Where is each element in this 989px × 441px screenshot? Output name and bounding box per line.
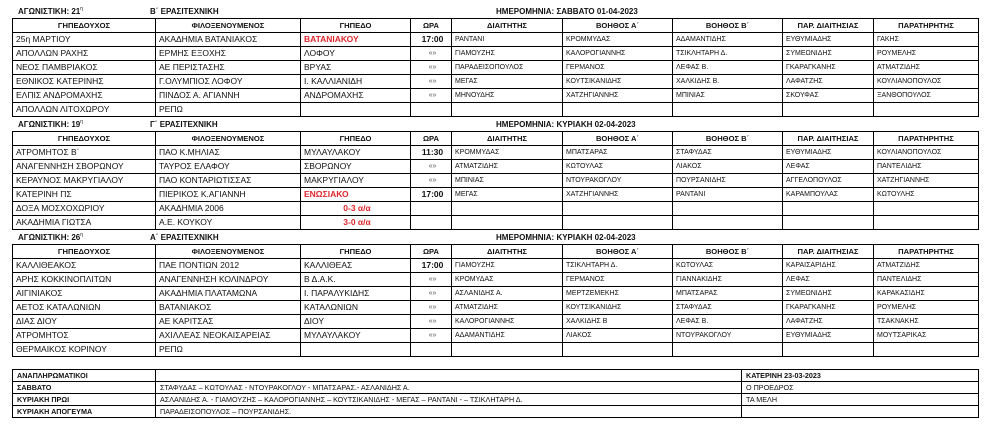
home-team-cell: ΝΕΟΣ ΠΑΜΒΡΙΑΚΟΣ: [13, 61, 156, 75]
away-team-cell: ΑΝΑΓΕΝΝΗΣΗ ΚΟΛΙΝΔΡΟΥ: [156, 273, 301, 287]
substitute-names: ΠΑΡΑΔΕΙΣΟΠΟΥΛΟΣ – ΠΟΥΡΣΑΝΙΔΗΣ.: [156, 406, 742, 418]
referee-observer-cell: [783, 202, 874, 216]
referee-observer-cell: ΛΑΦΑΤΖΗΣ: [783, 75, 874, 89]
venue-cell: Ι. ΠΑΡΑΛΥΚΙΔΗΣ: [301, 287, 411, 301]
assistant-2-cell: ΜΠΙΝΙΑΣ: [673, 89, 783, 103]
assistant-1-cell: [563, 103, 673, 117]
assistant-1-cell: ΚΟΥΤΣΙΚΑΝΙΔΗΣ: [563, 301, 673, 315]
assistant-1-cell: [563, 343, 673, 357]
venue-cell: [301, 103, 411, 117]
time-cell: «»: [411, 301, 452, 315]
assistant-1-cell: ΓΕΡΜΑΝΟΣ: [563, 61, 673, 75]
observer-cell: [874, 216, 979, 230]
fixture-section: [12, 5, 978, 117]
observer-cell: ΚΩΤΟΥΛΗΣ: [874, 188, 979, 202]
observer-cell: ΑΤΜΑΤΖΙΔΗΣ: [874, 259, 979, 273]
column-header-time: ΩΡΑ: [411, 245, 452, 259]
day-label: ΣΑΒΒΑΤΟ: [13, 382, 156, 394]
home-team-cell: ΕΘΝΙΚΟΣ ΚΑΤΕΡΙΝΗΣ: [13, 75, 156, 89]
venue-cell: ΚΑΤΑΛΩΝΙΩΝ: [301, 301, 411, 315]
away-team-cell: ΑΕ ΚΑΡΙΤΣΑΣ: [156, 315, 301, 329]
day-label: ΚΥΡΙΑΚΗ ΑΠΟΓΕΥΜΑ: [13, 406, 156, 418]
home-team-cell: ΑΤΡΟΜΗΤΟΣ Β΄: [13, 146, 156, 160]
match-date: ΗΜΕΡΟΜΗΝΙΑ: ΚΥΡΙΑΚΗ 02-04-2023: [496, 120, 636, 129]
assistant-1-cell: ΜΠΑΤΣΑΡΑΣ: [563, 146, 673, 160]
division-title: Γ΄ ΕΡΑΣΙΤΕΧΝΙΚΗ: [150, 120, 218, 129]
signature-cell: [742, 406, 979, 418]
substitutes-row: [13, 370, 979, 382]
fixtures-table: [12, 244, 979, 357]
signature-cell: ΤΑ ΜΕΛΗ: [742, 394, 979, 406]
assistant-1-cell: ΓΕΡΜΑΝΟΣ: [563, 273, 673, 287]
round-number: ΑΓΩΝΙΣΤΙΚΗ: 21: [18, 7, 81, 16]
referee-observer-cell: ΣΥΜΕΩΝΙΔΗΣ: [783, 47, 874, 61]
assistant-2-cell: ΝΤΟΥΡΑΚΟΓΛΟΥ: [673, 329, 783, 343]
round-number: ΑΓΩΝΙΣΤΙΚΗ: 19: [18, 120, 81, 129]
away-team-cell: ΡΕΠΩ: [156, 103, 301, 117]
venue-cell: ΑΝΔΡΟΜΑΧΗΣ: [301, 89, 411, 103]
assistant-2-cell: [673, 103, 783, 117]
assistant-1-cell: ΤΣΙΚΛΗΤΑΡΗ Δ.: [563, 259, 673, 273]
observer-cell: ΡΟΥΜΕΛΗΣ: [874, 301, 979, 315]
fixture-section: [12, 231, 978, 357]
round-ordinal: η: [80, 119, 84, 125]
away-team-cell: ΑΧΙΛΛΕΑΣ ΝΕΟΚΑΙΣΑΡΕΙΑΣ: [156, 329, 301, 343]
away-team-cell: Α.Ε. ΚΟΥΚΟΥ: [156, 216, 301, 230]
away-team-cell: ΑΚΑΔΗΜΙΑ 2006: [156, 202, 301, 216]
referee-cell: ΜΕΓΑΣ: [452, 75, 563, 89]
referee-observer-cell: ΣΚΟΥΦΑΣ: [783, 89, 874, 103]
column-header-assistant-1: ΒΟΗΘΟΣ Α΄: [563, 245, 673, 259]
assistant-1-cell: [563, 202, 673, 216]
away-team-cell: Γ.ΟΛΥΜΠΙΟΣ ΛΟΦΟΥ: [156, 75, 301, 89]
referee-cell: ΚΡΟΜΥΔΑΣ: [452, 273, 563, 287]
round-label: [18, 233, 83, 242]
substitutes-table: [12, 369, 979, 418]
division-title: Β΄ ΕΡΑΣΙΤΕΧΝΙΚΗ: [150, 7, 219, 16]
referee-cell: ΜΕΓΑΣ: [452, 188, 563, 202]
column-header-referee: ΔΙΑΙΤΗΤΗΣ: [452, 245, 563, 259]
column-header-referee: ΔΙΑΙΤΗΤΗΣ: [452, 132, 563, 146]
time-cell: «»: [411, 174, 452, 188]
assistant-2-cell: ΣΤΑΦΥΔΑΣ: [673, 301, 783, 315]
observer-cell: ΚΟΥΛΙΑΝΟΠΟΥΛΟΣ: [874, 146, 979, 160]
observer-cell: ΧΑΤΖΗΓΙΑΝΝΗΣ: [874, 174, 979, 188]
time-cell: «»: [411, 75, 452, 89]
match-date: ΗΜΕΡΟΜΗΝΙΑ: ΚΥΡΙΑΚΗ 02-04-2023: [496, 233, 636, 242]
time-cell: «»: [411, 89, 452, 103]
referee-observer-cell: [783, 343, 874, 357]
round-label: [18, 7, 83, 16]
referee-observer-cell: ΣΥΜΕΩΝΙΔΗΣ: [783, 287, 874, 301]
observer-cell: ΠΑΝΤΕΛΙΔΗΣ: [874, 160, 979, 174]
section-header: [12, 231, 978, 244]
time-cell: [411, 343, 452, 357]
observer-cell: ΜΟΥΤΣΑΡΙΚΑΣ: [874, 329, 979, 343]
substitutes-row: [13, 394, 979, 406]
substitutes-block: [12, 369, 978, 418]
away-team-cell: ΕΡΜΗΣ ΕΞΟΧΗΣ: [156, 47, 301, 61]
time-cell: «»: [411, 61, 452, 75]
referee-observer-cell: ΕΥΘΥΜΙΑΔΗΣ: [783, 33, 874, 47]
observer-cell: [874, 343, 979, 357]
column-header-time: ΩΡΑ: [411, 132, 452, 146]
substitute-names: ΑΣΛΑΝΙΔΗΣ Α. - ΓΙΑΜΟΥΖΗΣ – ΚΑΛΟΡΟΓΙΑΝΝΗΣ – ΚΟΥΤΣΙΚΑΝΙΔΗΣ - ΜΕΓΑΣ – ΡΑΝΤΑΝΙ - – ΤΣΙΚΛΗΤΑΡΗ Δ.: [156, 394, 742, 406]
section-header: [12, 5, 978, 18]
home-team-cell: 25η ΜΑΡΤΙΟΥ: [13, 33, 156, 47]
table-row: [13, 343, 979, 357]
venue-cell: ΛΟΦΟΥ: [301, 47, 411, 61]
assistant-2-cell: ΛΕΦΑΣ Β.: [673, 315, 783, 329]
venue-cell: Ι. ΚΑΛΛΙΑΝΙΔΗ: [301, 75, 411, 89]
home-team-cell: ΑΡΗΣ ΚΟΚΚΙΝΟΠΛΙΤΩΝ: [13, 273, 156, 287]
away-team-cell: ΑΕ ΠΕΡΙΣΤΑΣΗΣ: [156, 61, 301, 75]
table-row: [13, 202, 979, 216]
away-team-cell: ΡΕΠΩ: [156, 343, 301, 357]
column-header-assistant-2: ΒΟΗΘΟΣ Β΄: [673, 19, 783, 33]
home-team-cell: ΑΙΓΙΝΙΑΚΟΣ: [13, 287, 156, 301]
referee-observer-cell: ΚΑΡΑΙΣΑΡΙΔΗΣ: [783, 259, 874, 273]
assistant-1-cell: ΛΙΑΚΟΣ: [563, 329, 673, 343]
observer-cell: ΞΑΝΘΟΠΟΥΛΟΣ: [874, 89, 979, 103]
time-cell: «»: [411, 287, 452, 301]
column-header-assistant-1: ΒΟΗΘΟΣ Α΄: [563, 132, 673, 146]
away-team-cell: ΑΚΑΔΗΜΙΑ ΒΑΤΑΝΙΑΚΟΣ: [156, 33, 301, 47]
column-header-venue: ΓΗΠΕΔΟ: [301, 19, 411, 33]
time-cell: 17:00: [411, 33, 452, 47]
referee-cell: ΑΣΛΑΝΙΔΗΣ Α.: [452, 287, 563, 301]
round-ordinal: η: [80, 6, 84, 12]
time-cell: «»: [411, 329, 452, 343]
referee-observer-cell: ΓΚΑΡΑΓΚΑΝΗΣ: [783, 301, 874, 315]
time-cell: 17:00: [411, 259, 452, 273]
table-row: [13, 315, 979, 329]
venue-cell: ΕΝΩΣΙΑΚΟ: [301, 188, 411, 202]
away-team-cell: ΤΑΥΡΟΣ ΕΛΑΦΟΥ: [156, 160, 301, 174]
referee-observer-cell: ΑΓΓΕΛΟΠΟΥΛΟΣ: [783, 174, 874, 188]
assistant-2-cell: ΛΙΑΚΟΣ: [673, 160, 783, 174]
assistant-1-cell: ΧΑΤΖΗΓΙΑΝΝΗΣ: [563, 188, 673, 202]
assistant-2-cell: ΑΔΑΜΑΝΤΙΔΗΣ: [673, 33, 783, 47]
observer-cell: ΠΑΝΤΕΛΙΔΗΣ: [874, 273, 979, 287]
assistant-2-cell: [673, 202, 783, 216]
observer-cell: ΡΟΥΜΕΛΗΣ: [874, 47, 979, 61]
time-cell: «»: [411, 47, 452, 61]
table-row: [13, 33, 979, 47]
assistant-2-cell: ΓΙΑΝΝΑΚΙΔΗΣ: [673, 273, 783, 287]
home-team-cell: ΚΑΤΕΡΙΝΗ ΠΣ: [13, 188, 156, 202]
assistant-2-cell: ΣΤΑΦΥΔΑΣ: [673, 146, 783, 160]
referee-observer-cell: [783, 103, 874, 117]
fixtures-table: [12, 131, 979, 230]
home-team-cell: ΑΕΤΟΣ ΚΑΤΑΛΩΝΙΩΝ: [13, 301, 156, 315]
referee-cell: ΚΡΟΜΜΥΔΑΣ: [452, 146, 563, 160]
home-team-cell: ΑΚΑΔΗΜΙΑ ΓΙΩΤΣΑ: [13, 216, 156, 230]
venue-cell: ΔΙΟΥ: [301, 315, 411, 329]
home-team-cell: ΑΠΟΛΛΩΝ ΛΙΤΟΧΩΡΟΥ: [13, 103, 156, 117]
table-row: [13, 61, 979, 75]
venue-cell: ΜΥΛΑΥΛΑΚΟΥ: [301, 146, 411, 160]
assistant-1-cell: ΚΩΤΟΥΛΑΣ: [563, 160, 673, 174]
venue-cell: 3-0 α/α: [301, 216, 411, 230]
column-header-away-team: ΦΙΛΟΞΕΝΟΥΜΕΝΟΣ: [156, 19, 301, 33]
assistant-1-cell: ΚΑΛΟΡΟΓΙΑΝΝΗΣ: [563, 47, 673, 61]
away-team-cell: ΠΙΝΔΟΣ Α. ΑΓΙΑΝΝΗ: [156, 89, 301, 103]
referee-cell: ΓΙΑΜΟΥΖΗΣ: [452, 47, 563, 61]
signature-cell: ΚΑΤΕΡΙΝΗ 23-03-2023: [742, 370, 979, 382]
referee-observer-cell: ΛΕΦΑΣ: [783, 160, 874, 174]
away-team-cell: ΑΚΑΔΗΜΙΑ ΠΛΑΤΑΜΩΝΑ: [156, 287, 301, 301]
assistant-1-cell: ΝΤΟΥΡΑΚΟΓΛΟΥ: [563, 174, 673, 188]
referee-cell: ΑΔΑΜΑΝΤΙΔΗΣ: [452, 329, 563, 343]
referee-observer-cell: ΚΑΡΑΜΠΟΥΛΑΣ: [783, 188, 874, 202]
referee-cell: ΓΙΑΜΟΥΖΗΣ: [452, 259, 563, 273]
table-row: [13, 273, 979, 287]
away-team-cell: ΠΑΟ ΚΟΝΤΑΡΙΩΤΙΣΣΑΣ: [156, 174, 301, 188]
substitute-names: ΣΤΑΦΥΔΑΣ – ΚΩΤΟΥΛΑΣ - ΝΤΟΥΡΑΚΟΓΛΟΥ - ΜΠΑΤΣΑΡΑΣ.- ΑΣΛΑΝΙΔΗΣ Α.: [156, 382, 742, 394]
observer-cell: ΓΑΚΗΣ: [874, 33, 979, 47]
table-row: [13, 259, 979, 273]
referee-cell: ΜΠΙΝΙΑΣ: [452, 174, 563, 188]
assistant-2-cell: [673, 216, 783, 230]
referee-observer-cell: ΛΑΦΑΤΖΗΣ: [783, 315, 874, 329]
assistant-2-cell: ΠΟΥΡΣΑΝΙΔΗΣ: [673, 174, 783, 188]
column-header-referee-observer: ΠΑΡ. ΔΙΑΙΤΗΣΙΑΣ: [783, 132, 874, 146]
division-title: Α΄ ΕΡΑΣΙΤΕΧΝΙΚΗ: [150, 233, 219, 242]
substitutes-row: [13, 382, 979, 394]
match-date: ΗΜΕΡΟΜΗΝΙΑ: ΣΑΒΒΑΤΟ 01-04-2023: [496, 7, 638, 16]
column-header-home-team: ΓΗΠΕΔΟΥΧΟΣ: [13, 132, 156, 146]
column-header-observer: ΠΑΡΑΤΗΡΗΤΗΣ: [874, 132, 979, 146]
table-row: [13, 146, 979, 160]
round-ordinal: η: [80, 232, 84, 238]
column-header-time: ΩΡΑ: [411, 19, 452, 33]
table-row: [13, 47, 979, 61]
header-row: [13, 132, 979, 146]
table-row: [13, 287, 979, 301]
column-header-referee-observer: ΠΑΡ. ΔΙΑΙΤΗΣΙΑΣ: [783, 245, 874, 259]
observer-cell: ΑΤΜΑΤΖΙΔΗΣ: [874, 61, 979, 75]
column-header-away-team: ΦΙΛΟΞΕΝΟΥΜΕΝΟΣ: [156, 245, 301, 259]
column-header-away-team: ΦΙΛΟΞΕΝΟΥΜΕΝΟΣ: [156, 132, 301, 146]
away-team-cell: ΠΙΕΡΙΚΟΣ Κ.ΑΓΙΑΝΝΗ: [156, 188, 301, 202]
referee-observer-cell: [783, 216, 874, 230]
referee-cell: ΠΑΡΑΔΕΙΣΟΠΟΥΛΟΣ: [452, 61, 563, 75]
home-team-cell: ΔΟΞΑ ΜΟΣΧΟΧΩΡΙΟΥ: [13, 202, 156, 216]
day-label: ΑΝΑΠΛΗΡΩΜΑΤΙΚΟΙ: [13, 370, 156, 382]
assistant-1-cell: ΚΟΥΤΣΙΚΑΝΙΔΗΣ: [563, 75, 673, 89]
venue-cell: ΒΑΤΑΝΙΑΚΟΥ: [301, 33, 411, 47]
away-team-cell: ΒΑΤΑΝΙΑΚΟΣ: [156, 301, 301, 315]
venue-cell: Β Δ.Α.Κ.: [301, 273, 411, 287]
referee-cell: [452, 103, 563, 117]
column-header-referee: ΔΙΑΙΤΗΤΗΣ: [452, 19, 563, 33]
column-header-referee-observer: ΠΑΡ. ΔΙΑΙΤΗΣΙΑΣ: [783, 19, 874, 33]
time-cell: 17:00: [411, 188, 452, 202]
time-cell: [411, 202, 452, 216]
observer-cell: ΤΣΑΚΝΑΚΗΣ: [874, 315, 979, 329]
header-row: [13, 19, 979, 33]
away-team-cell: ΠΑΕ ΠΟΝΤΙΩΝ 2012: [156, 259, 301, 273]
referee-cell: ΚΑΛΟΡΟΓΙΑΝΝΗΣ: [452, 315, 563, 329]
venue-cell: [301, 343, 411, 357]
home-team-cell: ΑΠΟΛΛΩΝ ΡΑΧΗΣ: [13, 47, 156, 61]
assistant-2-cell: ΛΕΦΑΣ Β.: [673, 61, 783, 75]
referee-cell: ΑΤΜΑΤΖΙΔΗΣ: [452, 301, 563, 315]
venue-cell: ΜΑΚΡΥΓΙΑΛΟΥ: [301, 174, 411, 188]
referee-cell: [452, 202, 563, 216]
round-number: ΑΓΩΝΙΣΤΙΚΗ: 26: [18, 233, 81, 242]
assistant-1-cell: ΧΑΛΚΙΔΗΣ Β: [563, 315, 673, 329]
observer-cell: [874, 202, 979, 216]
column-header-home-team: ΓΗΠΕΔΟΥΧΟΣ: [13, 19, 156, 33]
observer-cell: [874, 103, 979, 117]
venue-cell: ΜΥΛΑΥΛΑΚΟΥ: [301, 329, 411, 343]
referee-observer-cell: ΛΕΦΑΣ: [783, 273, 874, 287]
observer-cell: ΚΟΥΛΙΑΝΟΠΟΥΛΟΣ: [874, 75, 979, 89]
home-team-cell: ΔΙΑΣ ΔΙΟΥ: [13, 315, 156, 329]
time-cell: «»: [411, 160, 452, 174]
time-cell: «»: [411, 273, 452, 287]
table-row: [13, 89, 979, 103]
column-header-venue: ΓΗΠΕΔΟ: [301, 132, 411, 146]
observer-cell: ΚΑΡΑΚΑΣΙΔΗΣ: [874, 287, 979, 301]
table-row: [13, 301, 979, 315]
table-row: [13, 160, 979, 174]
column-header-assistant-2: ΒΟΗΘΟΣ Β΄: [673, 132, 783, 146]
assistant-1-cell: ΜΕΡΤΖΕΜΕΚΗΣ: [563, 287, 673, 301]
assistant-1-cell: ΚΡΟΜΜΥΔΑΣ: [563, 33, 673, 47]
table-row: [13, 216, 979, 230]
fixtures-table: [12, 18, 979, 117]
home-team-cell: ΚΕΡΑΥΝΟΣ ΜΑΚΡΥΓΙΑΛΟΥ: [13, 174, 156, 188]
column-header-observer: ΠΑΡΑΤΗΡΗΤΗΣ: [874, 245, 979, 259]
assistant-2-cell: [673, 343, 783, 357]
home-team-cell: ΘΕΡΜΑΙΚΟΣ ΚΟΡΙΝΟΥ: [13, 343, 156, 357]
fixture-section: [12, 118, 978, 230]
home-team-cell: ΑΝΑΓΕΝΝΗΣΗ ΣΒΟΡΩΝΟΥ: [13, 160, 156, 174]
referee-observer-cell: ΕΥΘΥΜΙΑΔΗΣ: [783, 329, 874, 343]
table-row: [13, 103, 979, 117]
time-cell: [411, 216, 452, 230]
assistant-1-cell: [563, 216, 673, 230]
venue-cell: ΒΡΥΑΣ: [301, 61, 411, 75]
assistant-2-cell: ΚΩΤΟΥΛΑΣ: [673, 259, 783, 273]
referee-observer-cell: ΓΚΑΡΑΓΚΑΝΗΣ: [783, 61, 874, 75]
referee-cell: ΜΗΝΟΥΔΗΣ: [452, 89, 563, 103]
table-row: [13, 174, 979, 188]
column-header-venue: ΓΗΠΕΔΟ: [301, 245, 411, 259]
column-header-observer: ΠΑΡΑΤΗΡΗΤΗΣ: [874, 19, 979, 33]
away-team-cell: ΠΑΟ Κ.ΜΗΛΙΑΣ: [156, 146, 301, 160]
referee-cell: ΡΑΝΤΑΝΙ: [452, 33, 563, 47]
column-header-assistant-2: ΒΟΗΘΟΣ Β΄: [673, 245, 783, 259]
column-header-assistant-1: ΒΟΗΘΟΣ Α΄: [563, 19, 673, 33]
time-cell: 11:30: [411, 146, 452, 160]
referee-cell: [452, 343, 563, 357]
referee-cell: [452, 216, 563, 230]
assistant-1-cell: ΧΑΤΖΗΓΙΑΝΝΗΣ: [563, 89, 673, 103]
section-header: [12, 118, 978, 131]
assistant-2-cell: ΜΠΑΤΣΑΡΑΣ: [673, 287, 783, 301]
table-row: [13, 188, 979, 202]
signature-cell: Ο ΠΡΟΕΔΡΟΣ: [742, 382, 979, 394]
time-cell: [411, 103, 452, 117]
venue-cell: ΣΒΟΡΩΝΟΥ: [301, 160, 411, 174]
venue-cell: 0-3 α/α: [301, 202, 411, 216]
referee-cell: ΑΤΜΑΤΖΙΔΗΣ: [452, 160, 563, 174]
assistant-2-cell: ΡΑΝΤΑΝΙ: [673, 188, 783, 202]
table-row: [13, 329, 979, 343]
venue-cell: ΚΑΛΛΙΘΕΑΣ: [301, 259, 411, 273]
home-team-cell: ΑΤΡΟΜΗΤΟΣ: [13, 329, 156, 343]
column-header-home-team: ΓΗΠΕΔΟΥΧΟΣ: [13, 245, 156, 259]
home-team-cell: ΕΛΠΙΣ ΑΝΔΡΟΜΑΧΗΣ: [13, 89, 156, 103]
home-team-cell: ΚΑΛΛΙΘΕΑΚΟΣ: [13, 259, 156, 273]
time-cell: «»: [411, 315, 452, 329]
substitute-names: [156, 370, 742, 382]
substitutes-row: [13, 406, 979, 418]
assistant-2-cell: ΤΣΙΚΛΗΤΑΡΗ Δ.: [673, 47, 783, 61]
assistant-2-cell: ΧΑΛΚΙΔΗΣ Β.: [673, 75, 783, 89]
day-label: ΚΥΡΙΑΚΗ ΠΡΩΙ: [13, 394, 156, 406]
table-row: [13, 75, 979, 89]
referee-observer-cell: ΕΥΘΥΜΙΑΔΗΣ: [783, 146, 874, 160]
round-label: [18, 120, 83, 129]
header-row: [13, 245, 979, 259]
